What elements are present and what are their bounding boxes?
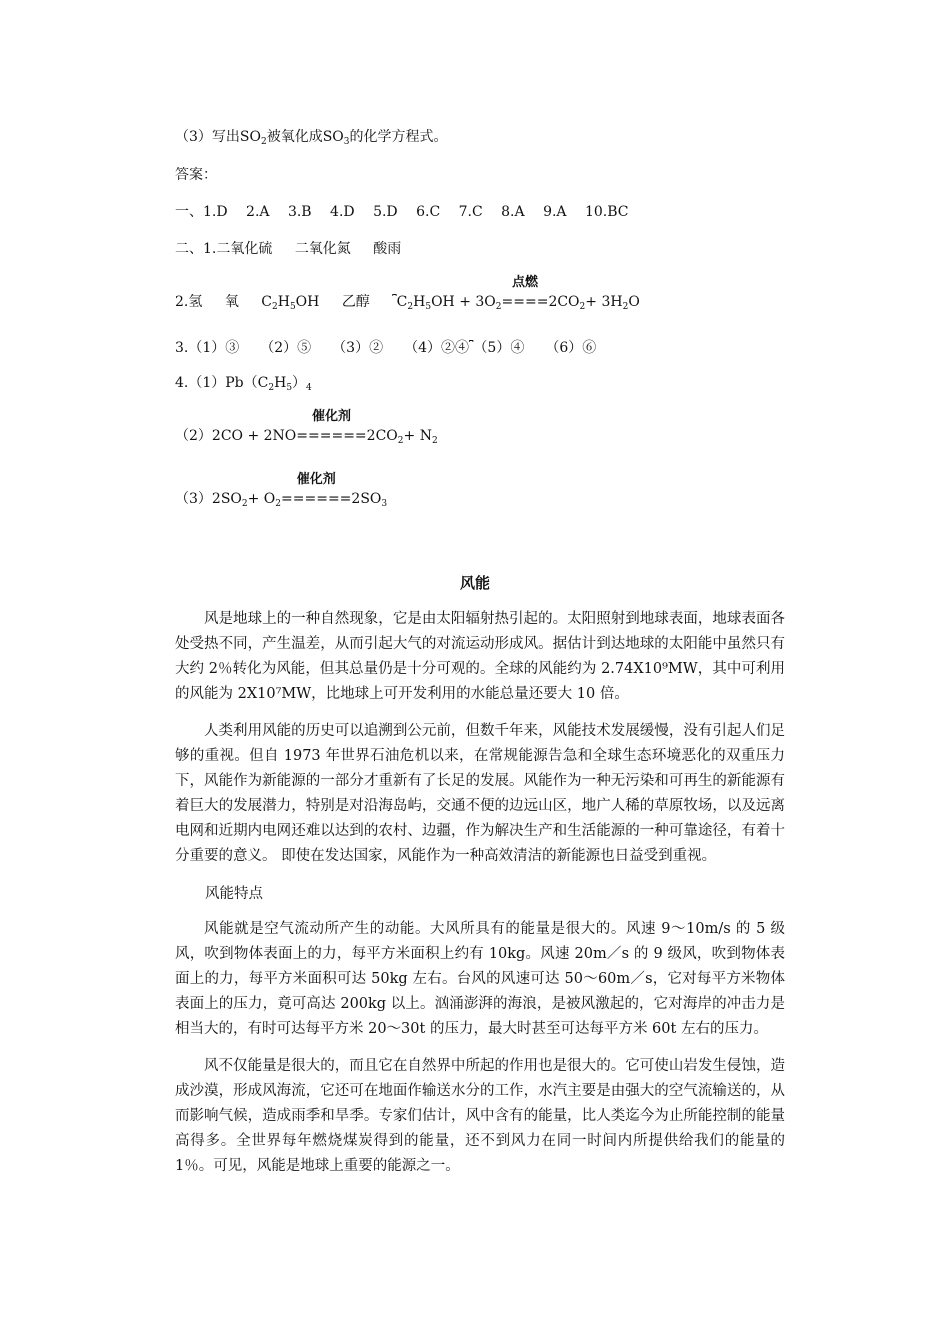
answer-no2: 二氧化氮 — [294, 241, 351, 257]
answer-4-1: 4.（1）Pb（C — [175, 375, 269, 391]
eq2-reactants: （2）2CO + 2NO — [175, 428, 297, 444]
paragraph-4: 风不仅能量是很大的，而且它在自然界中所起的作用也是很大的。它可使山岩发生侵蚀，造成沙漠，形成风海流，它还可在地面作输送水分的工作，水汽主要是由强大的空气流输送的，从而影响气候，造成雨季和旱季。专家们估计，风中含有的能量，比人类迄今为止所能控制的能量高得多。全世界每年燃烧煤炭得到的能量，还不到风力在同一时间内所提供给我们的能量的 1％。可见，风能是地球上重要的能源之一。 — [175, 1058, 785, 1174]
paragraph-2: 人类利用风能的历史可以追溯到公元前，但数千年来，风能技术发展缓慢，没有引起人们足够的重视。但自 1973 年世界石油危机以来，在常规能源告急和全球生态环境恶化的双重压力下，风能作为新能源的一部分才重新有了长足的发展。风能作为一种无污染和可再生的新能源有着巨大的发展潜力，特别是对沿海岛屿，交通不便的边远山区，地广人稀的草原牧场，以及远离电网和近期内电网还难以达到的农村、边疆，作为解决生产和生活能源的一种可靠途径，有着十分重要的意义。 即使在发达国家，风能作为一种高效清洁的新能源也日益受到重视。 — [175, 723, 785, 864]
eq3-reactants: （3）2SO — [175, 491, 242, 507]
catalyst-arrow-2: 催化剂 ====== — [281, 472, 352, 507]
answers-label: 答案： — [175, 167, 217, 183]
answer-section-2-item-4: $4.(1)Pb(C_2H_5)_4$ — [175, 375, 312, 393]
combustion-arrow: 点燃 ==== — [501, 275, 549, 310]
answer-3-part-b: （5）④ （6）⑥ — [473, 340, 597, 356]
catalyst-label-2: 催化剂 — [296, 472, 336, 487]
answer-section-1: 一、1.D 2.A 3.B 4.D 5.D 6.C 7.C 8.A 9.A 10.BC — [175, 204, 629, 220]
q3-text: （3）写出SO — [175, 129, 261, 145]
answer-4-2-equation: （2）2CO + 2NO 催化剂 $======2CO_2+ N_2$ — [175, 409, 438, 446]
answer-section-2-item-1 — [175, 240, 401, 258]
answer-3-part-a: 3.（1）③ （2）⑤ （3）② （4）②④ — [175, 340, 469, 356]
catalyst-label: 催化剂 — [311, 409, 351, 424]
answer-ethanol-formula: $C_2H_5OH$ — [261, 294, 320, 312]
question-3: （3）写出$SO_2$被氧化成$SO_3$的化学方程式。 — [175, 129, 448, 147]
answer-acid-rain: 酸雨 — [373, 241, 402, 257]
paragraph-1: 风是地球上的一种自然现象，它是由太阳辐射热引起的。太阳照射到地球表面，地球表面各处受热不同，产生温差，从而引起大气的对流运动形成风。据估计到达地球的太阳能中虽然只有大约 2％转化为风能，但其总量仍是十分可观的。全球的风能约为 2.74X10⁹MW，其中可利用的风能为 2X10⁷MW，比地球上可开发利用的水能总量还要大 10 倍。 — [175, 611, 785, 702]
article-title: 风能 — [459, 574, 490, 592]
paragraph-3: 风能就是空气流动所产生的动能。大风所具有的能量是很大的。风速 9～10m/s 的 5 级风，吹到物体表面上的力，每平方米面积上约有 10kg。风速 20m／s 的 9 级风，吹到物体表面上的力，每平方米面积可达 50kg 左右。台风的风速可达 50～60m／s，它对每平方米物体表面上的压力，竟可高达 200kg 以上。汹涌澎湃的海浪，是被风激起的，它对海岸的冲击力是相当大的，有时可达每平方米 20～30t 的压力，最大时甚至可达每平方米 60t 左右的压力。 — [175, 921, 785, 1037]
answer-4-3-equation: $(3)2SO_2+ O_2$ 催化剂 $======2SO_3$ — [175, 472, 388, 509]
answer-section-2-item-3: 3.（1）③ （2）⑤ （3）② （4）②④⎴（5）④ （6）⑥ — [175, 340, 597, 356]
answer-hydrogen: 2.氢 — [175, 294, 203, 310]
answer-oxygen: 氧 — [224, 294, 239, 310]
section-heading: 风能特点 — [205, 886, 263, 902]
answer-section-2-item-2: 2.氢 氧 $C_2H_5OH$ 乙醇 $⎴C_2H_5OH + 3O_2$ 点燃 $====2CO_2+ 3H_2O$ — [175, 275, 640, 312]
catalyst-arrow: 催化剂 ====== — [296, 409, 367, 444]
answer-so2: 二、1.二氧化硫 — [175, 241, 273, 257]
answer-ethanol: 乙醇 — [341, 294, 370, 310]
ignite-label: 点燃 — [511, 275, 538, 290]
